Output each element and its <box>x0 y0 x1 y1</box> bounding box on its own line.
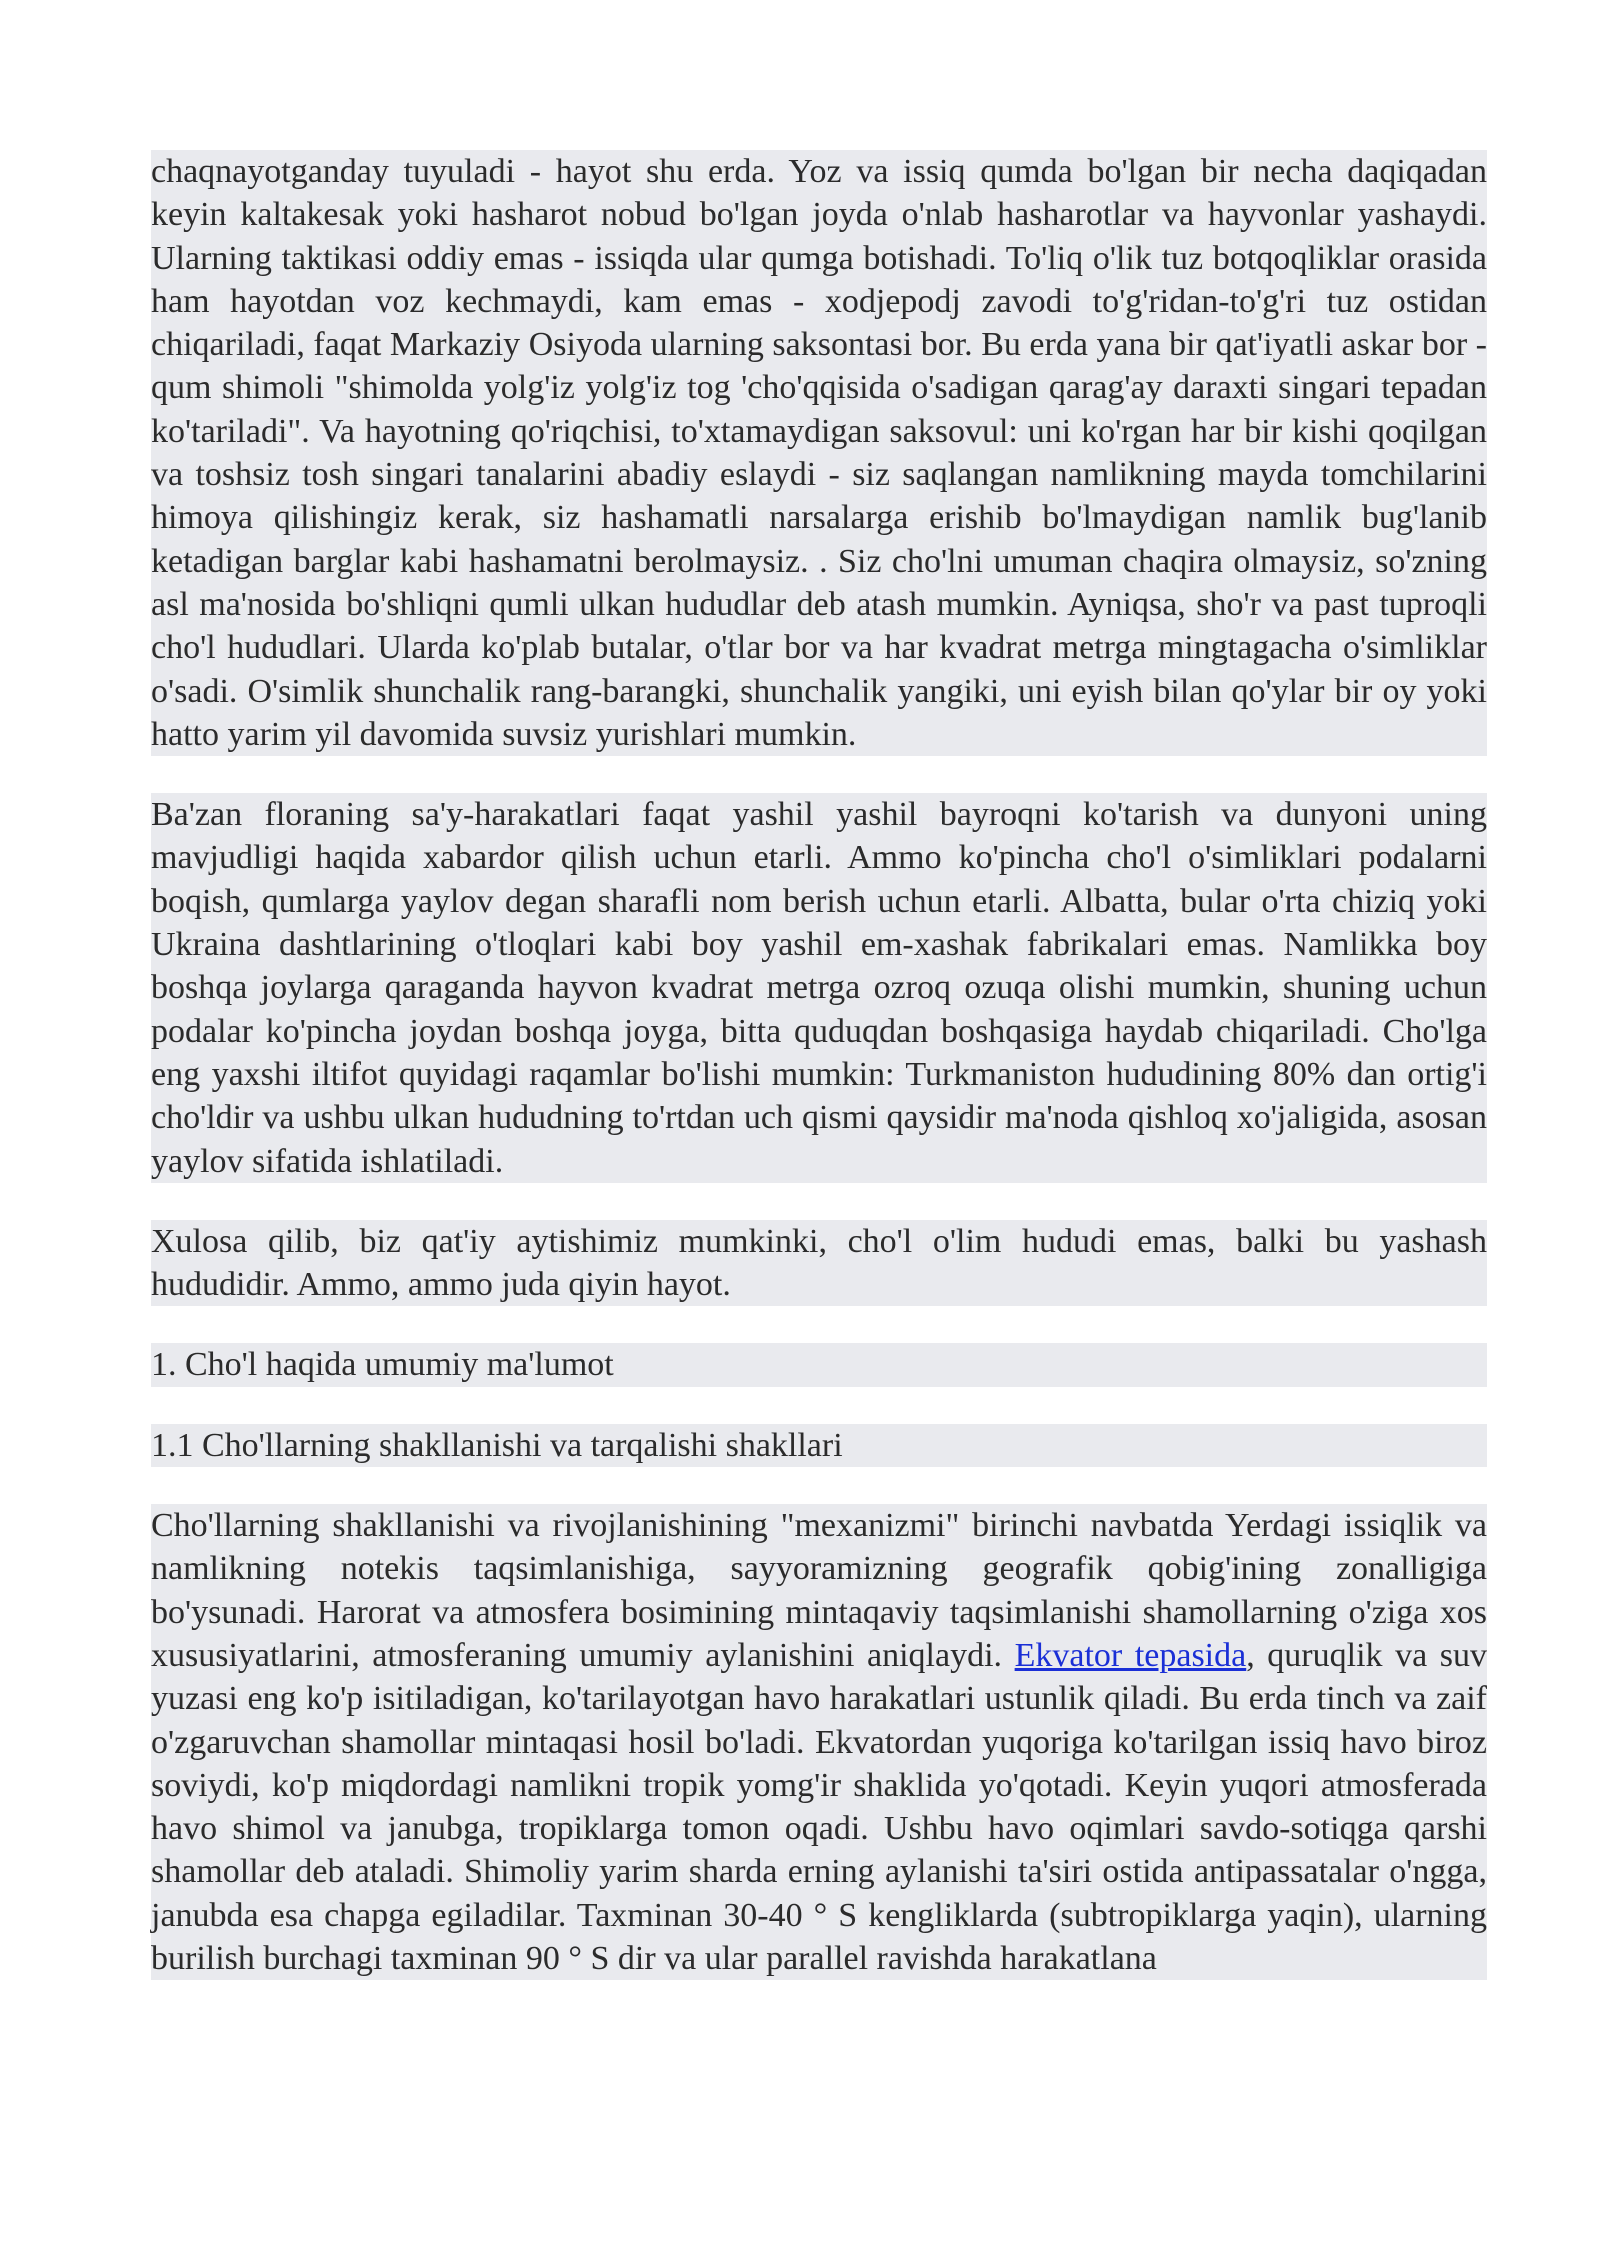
paragraph-desert-formation <box>151 1504 1487 1980</box>
paragraph-text-end: , quruqlik va suv yuzasi eng ko'p isitiladigan, ko'tarilayotgan havo harakatlari ustunlik qiladi. Bu erda tinch va zaif o'zgaruvchan shamollar mintaqasi hosil bo'ladi. Ekvatordan yuqoriga ko'tarilgan issiq havo biroz soviydi, ko'p miqdordagi namlikni tropik yomg'ir shaklida yo'qotadi. Keyin yuqori atmosferada havo shimol va janubga, tropiklarga tomon oqadi. Ushbu havo oqimlari savdo-sotiqga qarshi shamollar deb ataladi. Shimoliy yarim sharda erning aylanishi ta'siri ostida antipassatalar o'ngga, janubda esa chapga egiladilar. Taxminan 30-40 ° S kengliklarda (subtropiklarga yaqin), ularning burilish burchagi taxminan 90 ° S dir va ular parallel ravishda harakatlana <box>151 1636 1487 1977</box>
document-page <box>151 150 1487 1980</box>
equator-link[interactable]: Ekvator tepasida <box>1014 1636 1247 1674</box>
subsection-heading: 1.1 Cho'llarning shakllanishi va tarqalishi shakllari <box>151 1424 1487 1467</box>
paragraph-conclusion: Xulosa qilib, biz qat'iy aytishimiz mumkinki, cho'l o'lim hududi emas, balki bu yashash hududidir. Ammo, ammo juda qiyin hayot. <box>151 1220 1487 1307</box>
paragraph-text-start: Cho'llarning shakllanishi va rivojlanishining "mexanizmi" birinchi navbatda Yerdagi issiqlik va namlikning notekis taqsimlanishiga, sayyoramizning geografik qobig'ining zonalligiga bo'ysunadi. Harorat va atmosfera bosimining mintaqaviy taqsimlanishi shamollarning o'ziga xos xususiyatlarini, atmosferaning umumiy aylanishini aniqlaydi. <box>151 1507 1487 1674</box>
paragraph-desert-pastures: Ba'zan floraning sa'y-harakatlari faqat yashil yashil bayroqni ko'tarish va dunyoni uning mavjudligi haqida xabardor qilish uchun etarli. Ammo ko'pincha cho'l o'simliklari podalarni boqish, qumlarga yaylov degan sharafli nom berish uchun etarli. Albatta, bular o'rta chiziq yoki Ukraina dashtlarining o'tloqlari kabi boy yashil em-xashak fabrikalari emas. Namlikka boy boshqa joylarga qaraganda hayvon kvadrat metrga ozroq ozuqa olishi mumkin, shuning uchun podalar ko'pincha joydan boshqa joyga, bitta quduqdan boshqasiga haydab chiqariladi. Cho'lga eng yaxshi iltifot quyidagi raqamlar bo'lishi mumkin: Turkmaniston hududining 80% dan ortig'i cho'ldir va ushbu ulkan hududning to'rtdan uch qismi qaysidir ma'noda qishloq xo'jaligida, asosan yaylov sifatida ishlatiladi. <box>151 793 1487 1183</box>
section-heading: 1. Cho'l haqida umumiy ma'lumot <box>151 1343 1487 1386</box>
paragraph-desert-life: chaqnayotganday tuyuladi - hayot shu erda. Yoz va issiq qumda bo'lgan bir necha daqiqadan keyin kaltakesak yoki hasharot nobud bo'lgan joyda o'nlab hasharotlar va hayvonlar yashaydi. Ularning taktikasi oddiy emas - issiqda ular qumga botishadi. To'liq o'lik tuz botqoqliklar orasida ham hayotdan voz kechmaydi, kam emas - xodjepodj zavodi to'g'ridan-to'g'ri tuz ostidan chiqariladi, faqat Markaziy Osiyoda ularning saksontasi bor. Bu erda yana bir qat'iyatli askar bor - qum shimoli "shimolda yolg'iz yolg'iz tog 'cho'qqisida o'sadigan qarag'ay daraxti singari tepadan ko'tariladi". Va hayotning qo'riqchisi, to'xtamaydigan saksovul: uni ko'rgan har bir kishi qoqilgan va toshsiz tosh singari tanalarini abadiy eslaydi - siz saqlangan namlikning mayda tomchilarini himoya qilishingiz kerak, siz hashamatli narsalarga erishib bo'lmaydigan namlik bug'lanib ketadigan barglar kabi hashamatni berolmaysiz. . Siz cho'lni umuman chaqira olmaysiz, so'zning asl ma'nosida bo'shliqni qumli ulkan hududlar deb atash mumkin. Ayniqsa, sho'r va past tuproqli cho'l hududlari. Ularda ko'plab butalar, o'tlar bor va har kvadrat metrga mingtagacha o'simliklar o'sadi. O'simlik shunchalik rang-barangki, shunchalik yangiki, uni eyish bilan qo'ylar bir oy yoki hatto yarim yil davomida suvsiz yurishlari mumkin. <box>151 150 1487 756</box>
